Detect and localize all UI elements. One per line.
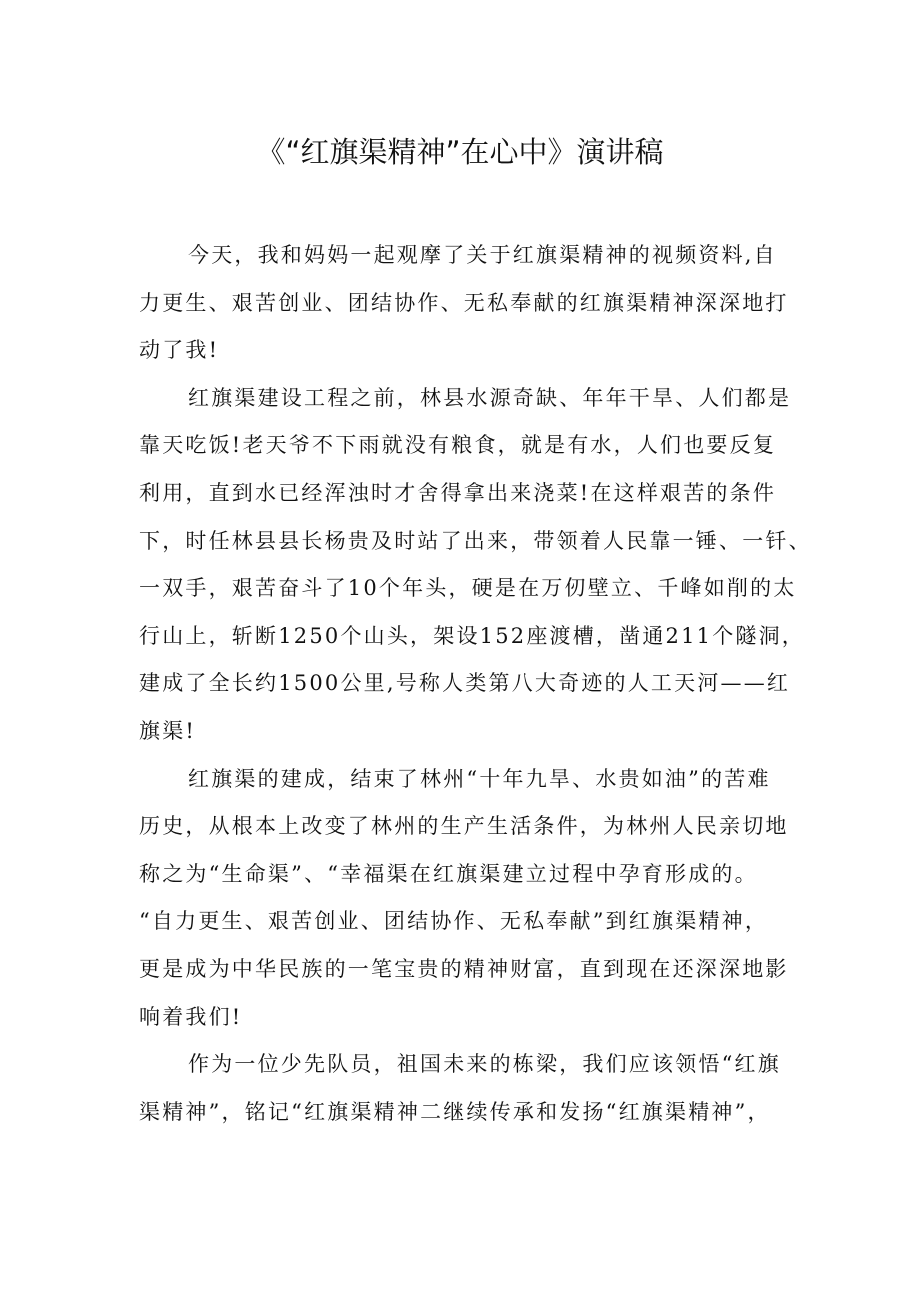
paragraph-2-line-1: 红旗渠建设工程之前，林县水源奇缺、年年干旱、人们都是 — [188, 385, 792, 410]
paragraph-1-line-3: 动了我! — [139, 338, 220, 363]
paragraph-3-line-1: 红旗渠的建成，结束了林州“十年九旱、水贵如油”的苦难 — [188, 766, 771, 791]
paragraph-2-line-6: 行山上，斩断1250个山头，架设152座渡槽，凿通211个隧洞， — [139, 623, 806, 648]
paragraph-1-line-1: 今天，我和妈妈一起观摩了关于红旗渠精神的视频资料,自 — [188, 243, 777, 267]
document-body — [139, 232, 812, 1136]
paragraph-2-line-3: 利用，直到水已经浑浊时才舍得拿出来浇菜!在这样艰苦的条件 — [139, 480, 777, 505]
paragraph-3-line-2: 历史，从根本上改变了林州的生产生活条件，为林州人民亲切地 — [139, 814, 789, 839]
paragraph-1-line-2: 力更生、艰苦创业、团结协作、无私奉献的红旗渠精神深深地打 — [139, 290, 789, 315]
paragraph-2-line-4: 下，时任林县县长杨贵及时站了出来，带领着人民靠一锤、一钎、 — [139, 528, 812, 553]
paragraph-3-line-5: 更是成为中华民族的一笔宝贵的精神财富，直到现在还深深地影 — [139, 956, 789, 981]
paragraph-2-line-8: 旗渠! — [139, 718, 197, 743]
paragraph-4-line-2: 渠精神”，铭记“红旗渠精神二继续传承和发扬“红旗渠精神”， — [139, 1099, 771, 1124]
paragraph-3-line-3: 称之为“生命渠”、“幸福渠在红旗渠建立过程中孕育形成的。 — [139, 861, 758, 886]
paragraph-2-line-2: 靠天吃饭!老天爷不下雨就没有粮食，就是有水，人们也要反复 — [139, 433, 777, 458]
paragraph-3-line-6: 响着我们! — [139, 1004, 243, 1029]
document-title: 《“红旗渠精神”在心中》演讲稿 — [256, 135, 664, 169]
paragraph-3-line-4: “自力更生、艰苦创业、团结协作、无私奉献”到红旗渠精神， — [139, 909, 769, 934]
paragraph-2-line-5: 一双手，艰苦奋斗了10个年头，硬是在万仞壁立、千峰如削的太 — [139, 576, 797, 601]
paragraph-2-line-7: 建成了全长约1500公里,号称人类第八大奇迹的人工天河——红 — [139, 671, 791, 696]
paragraph-4-line-1: 作为一位少先队员，祖国未来的栋梁，我们应该领悟“红旗 — [188, 1052, 781, 1077]
